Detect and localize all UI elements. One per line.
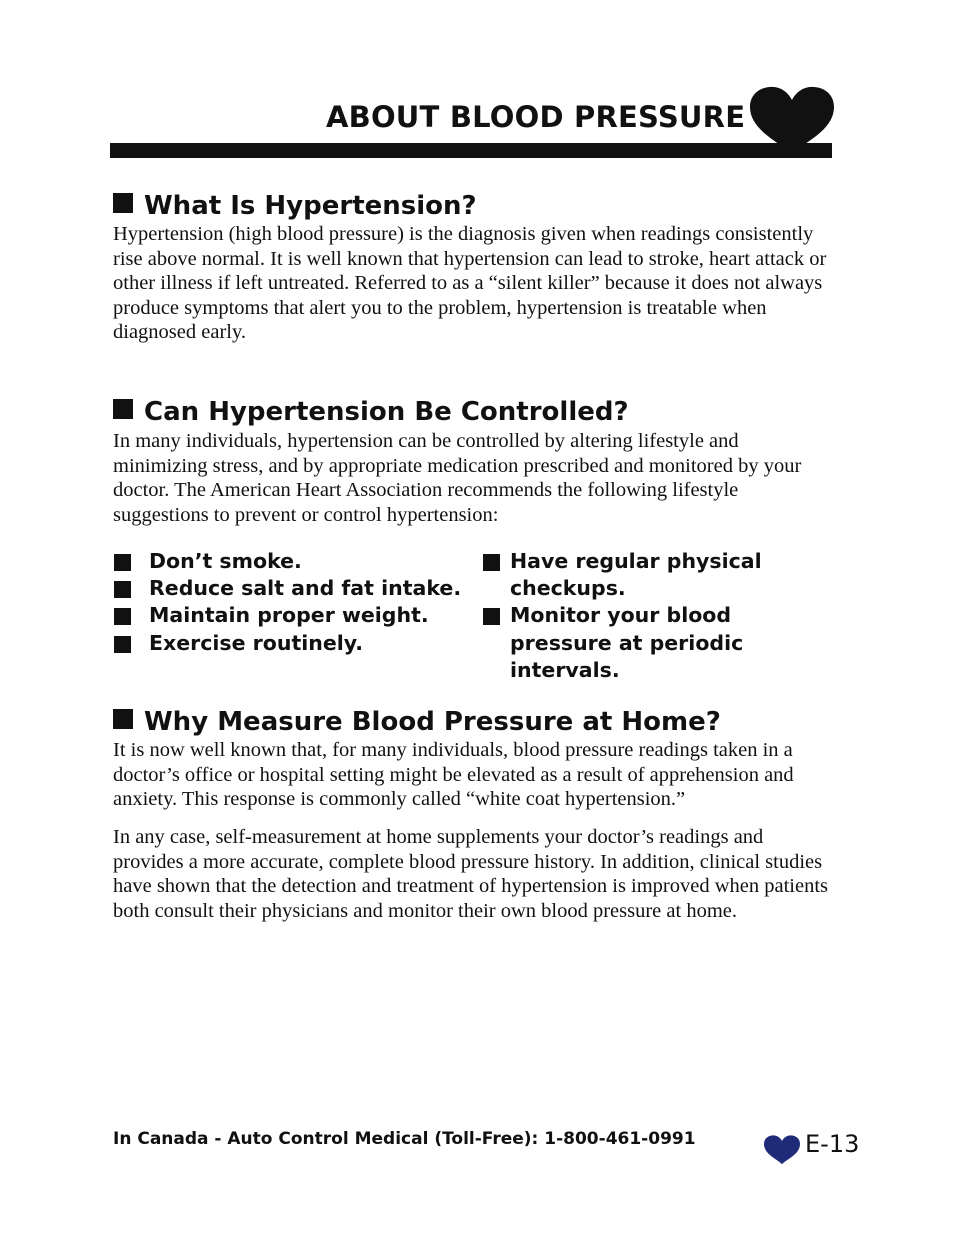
square-bullet-icon — [113, 709, 133, 729]
square-bullet-icon — [483, 554, 500, 571]
page-title: ABOUT BLOOD PRESSURE — [326, 100, 746, 134]
section-heading-can-hypertension-be-controlled — [113, 397, 629, 427]
square-bullet-icon — [114, 636, 131, 653]
square-bullet-icon — [483, 608, 500, 625]
paragraph: It is now well known that, for many individuals, blood pressure readings taken in a doctor’s office or hospital setting might be elevated as a result of apprehension and anxiety. This response is commonly called “white coat hypertension.” — [113, 739, 794, 810]
header-rule — [110, 143, 832, 158]
footer-contact: In Canada - Auto Control Medical (Toll-Free): 1-800-461-0991 — [113, 1129, 696, 1149]
square-bullet-icon — [114, 608, 131, 625]
list-item: Exercise routinely. — [113, 630, 483, 657]
section-heading-what-is-hypertension — [113, 191, 477, 221]
square-bullet-icon — [113, 399, 133, 419]
lifestyle-list-left — [113, 548, 483, 657]
section-heading-text: What Is Hypertension? — [144, 191, 477, 221]
list-item: Don’t smoke. — [113, 548, 483, 575]
paragraph: In any case, self-measurement at home supplements your doctor’s readings and provides a more accurate, complete blood pressure history. In addition, clinical studies have shown that the detection and treatment of hypertension is improved when patients both consult their physicians and monitor their own blood pressure at home. — [113, 826, 829, 922]
section-heading-why-measure-at-home — [113, 707, 721, 737]
lifestyle-list-right — [482, 548, 782, 684]
square-bullet-icon — [114, 581, 131, 598]
paragraph: In many individuals, hypertension can be controlled by altering lifestyle and minimizing stress, and by appropriate medication prescribed and monitored by your doctor. The American Heart Association recommends the following lifestyle suggestions to prevent or control hypertension: — [113, 430, 802, 526]
section-heading-text: Can Hypertension Be Controlled? — [144, 397, 629, 427]
square-bullet-icon — [114, 554, 131, 571]
paragraph: Hypertension (high blood pressure) is the diagnosis given when readings consistently rise above normal. It is well known that hypertension can lead to stroke, heart attack or other illness if left untreated. Referred to as a “silent killer” because it does not always produce symptoms that alert you to the problem, hypertension is treatable when diagnosed early. — [113, 223, 827, 343]
square-bullet-icon — [113, 193, 133, 213]
heart-icon — [762, 1135, 802, 1165]
list-item: Have regular physical checkups. — [482, 548, 782, 602]
list-item: Monitor your blood pressure at periodic intervals. — [482, 602, 782, 684]
page-number: E-13 — [805, 1130, 860, 1158]
section-heading-text: Why Measure Blood Pressure at Home? — [144, 707, 721, 737]
list-item: Maintain proper weight. — [113, 602, 483, 629]
list-item: Reduce salt and fat intake. — [113, 575, 483, 602]
